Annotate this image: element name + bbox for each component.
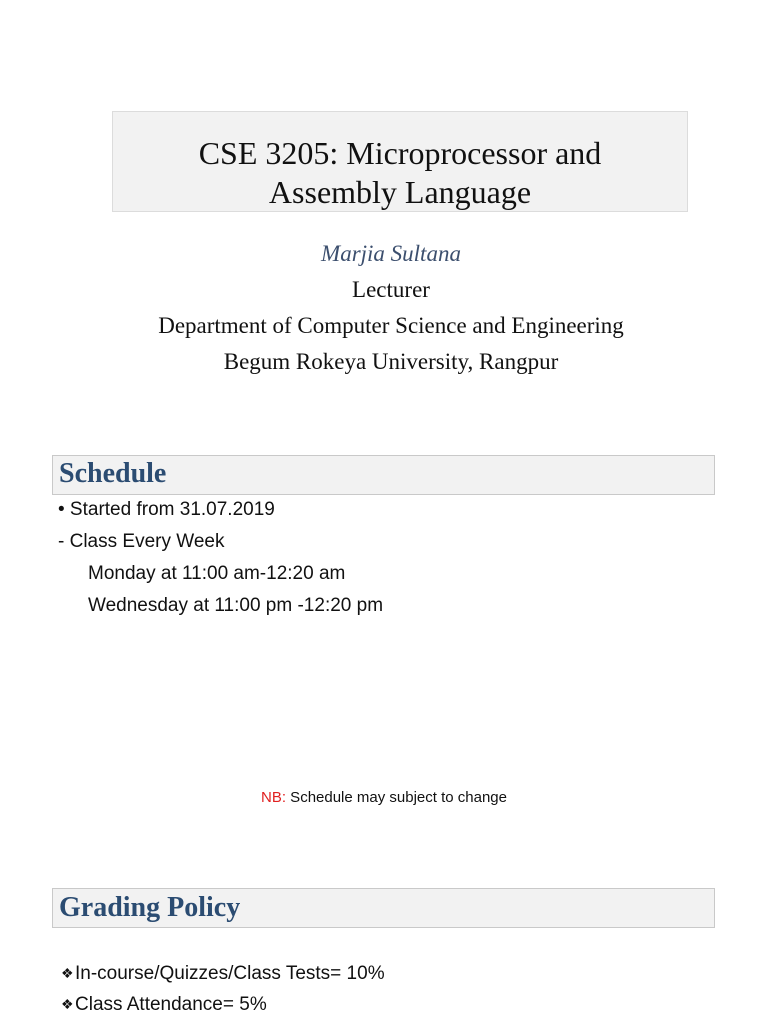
grading-item-text: In-course/Quizzes/Class Tests= 10%: [75, 963, 385, 984]
schedule-frequency: - Class Every Week: [58, 531, 225, 552]
schedule-start-date: • Started from 31.07.2019: [58, 499, 275, 520]
schedule-heading: Schedule: [59, 458, 167, 489]
course-title-line-2: Assembly Language: [268, 174, 532, 210]
grading-item: [61, 963, 385, 985]
diamond-bullet-icon: ❖: [61, 996, 74, 1012]
schedule-note-text: Schedule may subject to change: [286, 789, 507, 806]
instructor-department: Department of Computer Science and Engineering: [158, 313, 624, 338]
schedule-wednesday: Wednesday at 11:00 pm -12:20 pm: [88, 595, 384, 616]
grading-item: [61, 994, 267, 1016]
grading-item-text: Class Attendance= 5%: [75, 994, 267, 1015]
schedule-note-label: NB:: [261, 789, 287, 806]
instructor-name: Marjia Sultana: [321, 241, 461, 266]
instructor-university: Begum Rokeya University, Rangpur: [223, 349, 559, 374]
instructor-designation: Lecturer: [352, 277, 430, 302]
course-title-line-1: CSE 3205: Microprocessor and: [198, 135, 602, 171]
schedule-monday: Monday at 11:00 am-12:20 am: [88, 563, 346, 584]
grading-heading: Grading Policy: [59, 892, 241, 923]
diamond-bullet-icon: ❖: [61, 965, 74, 981]
schedule-note: [0, 789, 768, 806]
